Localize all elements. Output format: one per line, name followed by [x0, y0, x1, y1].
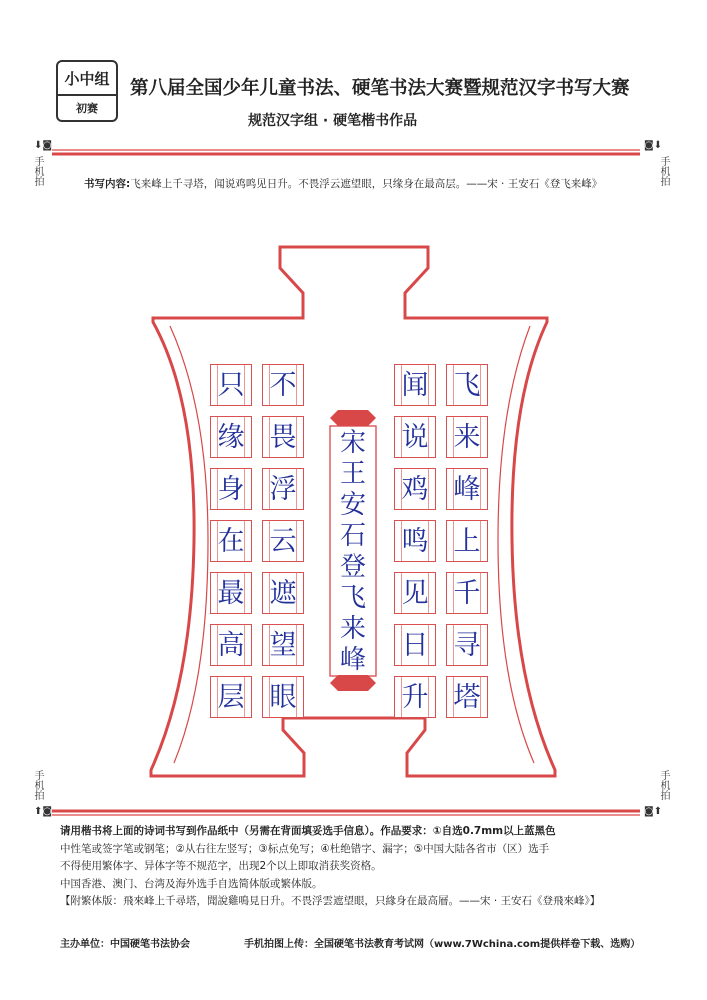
grid-cell [394, 676, 436, 718]
poem-char: 飞 [453, 369, 481, 401]
poem-char: 层 [217, 681, 245, 713]
grid-cell [262, 416, 304, 458]
grid-cell [262, 468, 304, 510]
poem-title-column [332, 418, 374, 680]
poem-char: 高 [217, 629, 245, 661]
grid-cell [394, 520, 436, 562]
poem-char: 云 [269, 525, 297, 557]
upload-text: 手机拍图上传：全国硬笔书法教育考试网（www.7Wchina.com提供样卷下载、选购） [244, 939, 641, 950]
title-char: 登 [339, 552, 366, 582]
title-char: 峰 [339, 645, 366, 675]
instructions-line: 不得使用繁体字、异体字等不规范字，出现2个以上即取消获奖资格。 [60, 860, 382, 872]
poem-char: 畏 [269, 421, 297, 453]
photo-label-bottom-right: 手机拍 [658, 770, 669, 800]
poem-char: 身 [217, 473, 245, 505]
grid-cell [446, 468, 488, 510]
camera-marker-top-left: ⬇◙ [34, 140, 53, 151]
grid-cell [262, 572, 304, 614]
instructions-line: 中国香港、澳门、台湾及海外选手自选简体版或繁体版。 [60, 877, 323, 890]
poem-char: 望 [269, 629, 297, 661]
poem-char: 上 [453, 525, 481, 557]
grid-cell [210, 468, 252, 510]
title-char: 王 [339, 459, 366, 489]
camera-marker-bottom-left: ⬆◙ [34, 806, 53, 817]
badge-group-label: 小中组 [58, 62, 116, 96]
vase-frame-inner-right [498, 326, 534, 763]
instructions-block [60, 823, 660, 911]
grid-cell [394, 624, 436, 666]
grid-cell [446, 676, 488, 718]
title-char: 安 [339, 490, 366, 520]
poem-char: 来 [453, 421, 481, 453]
grid-cell [394, 416, 436, 458]
grid-cell [394, 468, 436, 510]
grid-cell [210, 624, 252, 666]
grid-cell [262, 364, 304, 406]
poem-char: 峰 [453, 473, 481, 505]
poem-char: 寻 [453, 629, 481, 661]
writing-content-text: 飞来峰上千寻塔，闻说鸡鸣见日升。不畏浮云遮望眼，只缘身在最高层。——宋 · 王安石《登飞来峰》 [130, 178, 603, 190]
poem-char: 眼 [269, 681, 297, 713]
poem-char: 浮 [269, 473, 297, 505]
grid-cell [262, 520, 304, 562]
grid-cell [210, 364, 252, 406]
grid-cell [446, 624, 488, 666]
poem-char: 遮 [269, 577, 297, 609]
writing-content-label: 书写内容: [84, 178, 131, 190]
instructions-line: 请用楷书将上面的诗词书写到作品纸中（另需在背面填妥选手信息）。作品要求：①自选0.7mm以上蓝黑色 [60, 825, 556, 837]
photo-label-top-left: 手机拍 [32, 156, 43, 186]
title-char: 飞 [339, 583, 366, 613]
photo-label-top-right: 手机拍 [658, 156, 669, 186]
grid-cell [210, 676, 252, 718]
badge-round-label: 初赛 [76, 102, 98, 115]
grid-cell [394, 364, 436, 406]
poem-char: 只 [217, 369, 245, 401]
grid-cell [210, 572, 252, 614]
grid-cell [262, 676, 304, 718]
photo-label-bottom-left: 手机拍 [32, 770, 43, 800]
grid-cell [262, 624, 304, 666]
poem-char: 鸣 [401, 525, 429, 557]
poem-char: 塔 [453, 681, 481, 713]
poem-char: 缘 [217, 421, 245, 453]
organizer-text: 主办单位：中国硬笔书法协会 [60, 939, 190, 950]
poem-char: 日 [401, 629, 429, 661]
camera-marker-top-right: ◙⬇ [644, 140, 663, 151]
page-subtitle: 规范汉字组 · 硬笔楷书作品 [248, 113, 418, 129]
title-char: 石 [339, 521, 366, 551]
poem-char: 不 [269, 369, 297, 401]
instructions-line: 中性笔或签字笔或钢笔；②从右往左竖写；③标点免写；④杜绝错字、漏字；⑤中国大陆各省市（区）选手 [60, 842, 550, 855]
writing-content [84, 176, 602, 191]
grid-cell [394, 572, 436, 614]
poem-char: 说 [401, 421, 429, 453]
camera-marker-bottom-right: ◙⬆ [644, 806, 663, 817]
poem-char: 闻 [401, 369, 429, 401]
title-char: 来 [339, 614, 366, 644]
grid-cell [446, 364, 488, 406]
page-title: 第八届全国少年儿童书法、硬笔书法大赛暨规范汉字书写大赛 [130, 78, 630, 99]
grid-cell [446, 572, 488, 614]
grid-cell [446, 520, 488, 562]
title-char: 宋 [339, 428, 366, 458]
poem-char: 在 [217, 525, 245, 557]
poem-char: 最 [217, 577, 245, 609]
grid-cell [446, 416, 488, 458]
instructions-traditional: 【附繁体版：飛來峰上千尋塔，聞說雞鳴見日升。不畏浮雲遮望眼，只緣身在最高層。——宋 · 王安石《登飛來峰》】 [60, 895, 601, 907]
poem-char: 升 [401, 681, 429, 713]
poem-char: 千 [453, 577, 481, 609]
poem-char: 见 [401, 577, 429, 609]
grid-cell [210, 416, 252, 458]
poem-char: 鸡 [401, 473, 429, 505]
grid-cell [210, 520, 252, 562]
